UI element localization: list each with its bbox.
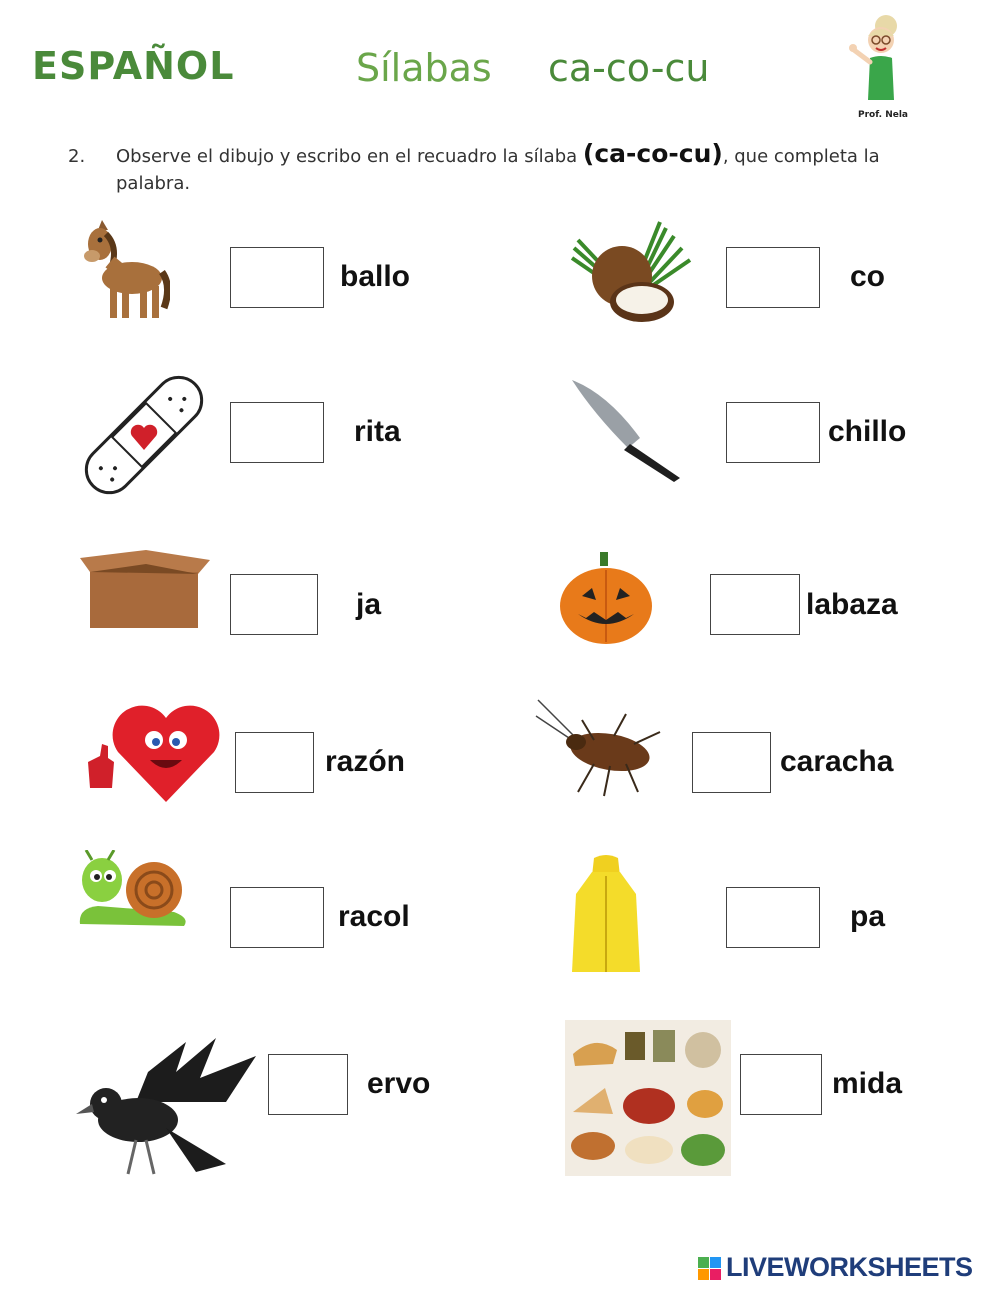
food-icon [565,1020,731,1176]
answer-box-calabaza[interactable] [710,574,800,635]
box-icon [76,546,214,630]
horse-icon [78,216,170,328]
word-ja: ja [356,588,382,621]
subject-title: ESPAÑOL [32,44,235,88]
answer-box-comida[interactable] [740,1054,822,1115]
word-co: co [850,260,886,293]
word-racol: racol [338,900,410,933]
answer-box-corazon[interactable] [235,732,314,793]
answer-box-caballo[interactable] [230,247,324,308]
coconut-icon [570,218,694,324]
word-labaza: labaza [806,588,898,621]
syllables-title: ca-co-cu [548,46,710,90]
knife-icon [568,374,688,482]
footer-brand[interactable]: LIVEWORKSHEETS [726,1252,973,1282]
word-caracha: caracha [780,745,894,778]
instruction-highlight: (ca-co-cu) [582,139,723,168]
answer-box-cuchillo[interactable] [726,402,820,463]
cockroach-icon [534,696,664,802]
word-ervo: ervo [367,1067,431,1100]
raincoat-icon [568,854,644,976]
answer-box-coco[interactable] [726,247,820,308]
instruction-after: , que completa la palabra. [116,146,880,194]
liveworksheets-logo-icon [698,1257,722,1281]
instruction-before: Observe el dibujo y escribo en el recuadro la sílaba [116,146,583,167]
crow-icon [76,1032,262,1192]
answer-box-curita[interactable] [230,402,324,463]
snail-icon [74,850,192,932]
teacher-avatar [846,10,916,108]
word-razon: razón [325,745,406,778]
topic-title: Sílabas [356,46,492,90]
bandage-icon [76,368,212,502]
word-rita: rita [354,415,401,448]
answer-box-caja[interactable] [230,574,318,635]
answer-box-capa[interactable] [726,887,820,948]
word-ballo: ballo [340,260,411,293]
answer-box-caracol[interactable] [230,887,324,948]
answer-box-cucaracha[interactable] [692,732,771,793]
answer-box-cuervo[interactable] [268,1054,348,1115]
pumpkin-icon [556,548,656,646]
instruction-number: 2. [68,146,86,167]
word-chillo: chillo [828,415,907,448]
heart-icon [78,700,226,804]
instruction-text [116,140,936,197]
word-pa: pa [850,900,886,933]
word-mida: mida [832,1067,903,1100]
teacher-credit: Prof. Nela [858,110,908,120]
